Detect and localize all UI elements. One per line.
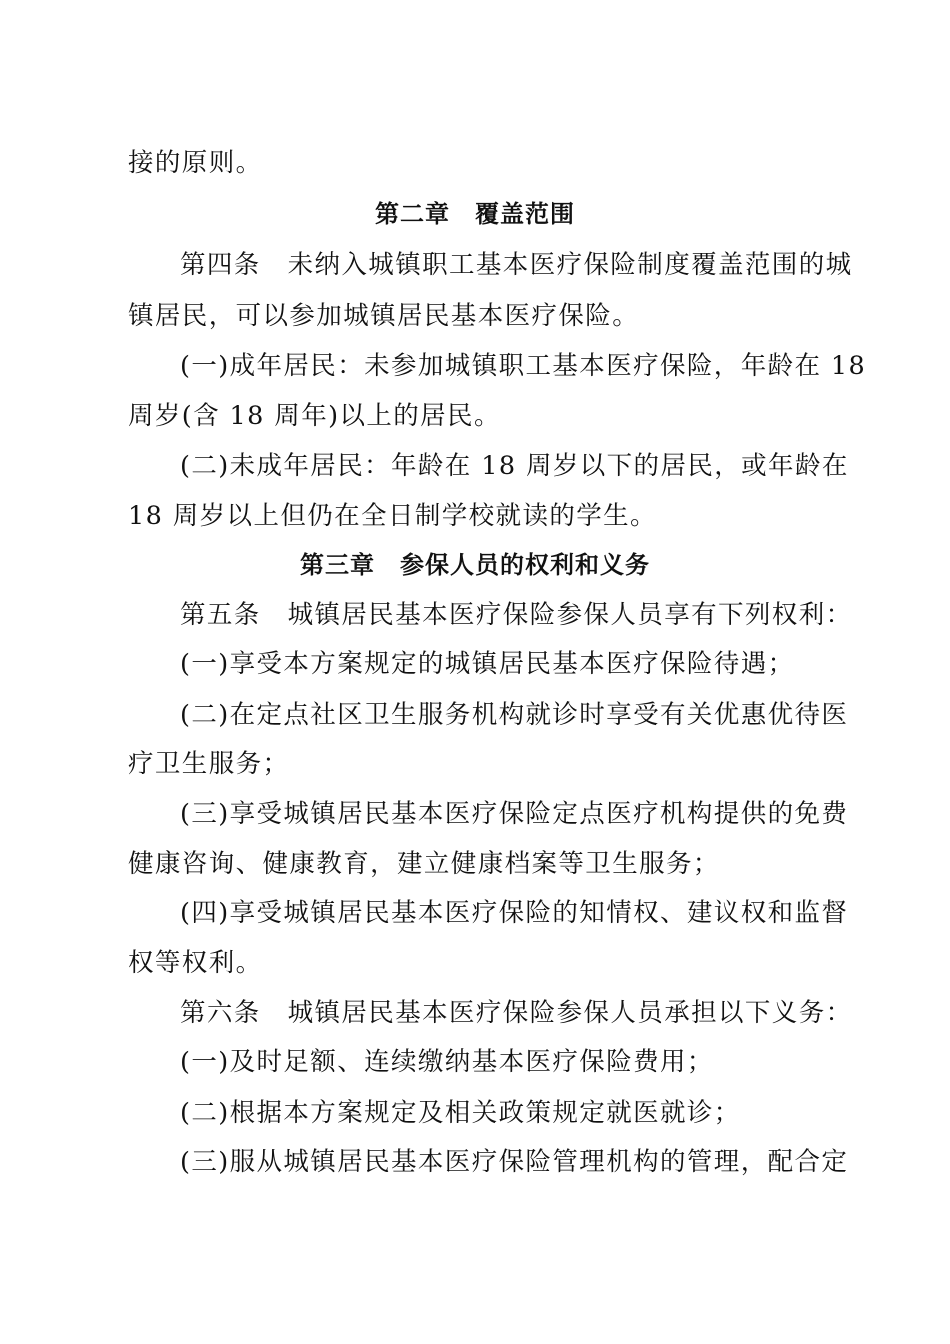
rights-item-4: 权等权利。 [128,948,263,978]
clause-minor-residents: (二)未成年居民：年龄在 18 周岁以下的居民，或年龄在 [180,451,849,481]
rights-item-4: (四)享受城镇居民基本医疗保险的知情权、建议权和监督 [180,898,849,928]
article-4-line: 镇居民，可以参加城镇居民基本医疗保险。 [128,301,640,331]
clause-adult-residents: (一)成年居民：未参加城镇职工基本医疗保险，年龄在 18 [180,351,867,381]
article-5-line: 第五条 城镇居民基本医疗保险参保人员享有下列权利： [180,600,853,630]
clause-adult-residents: 周岁(含 18 周年)以上的居民。 [128,401,501,431]
chapter-3-heading: 第三章 参保人员的权利和义务 [300,551,650,579]
rights-item-1: (一)享受本方案规定的城镇居民基本医疗保险待遇； [180,649,795,679]
rights-item-2: 疗卫生服务； [128,749,290,779]
chapter-2-heading: 第二章 覆盖范围 [375,200,575,228]
article-6-line: 第六条 城镇居民基本医疗保险参保人员承担以下义务： [180,998,853,1028]
duties-item-3: (三)服从城镇居民基本医疗保险管理机构的管理，配合定 [180,1147,849,1177]
clause-minor-residents: 18 周岁以上但仍在全日制学校就读的学生。 [128,501,657,531]
duties-item-2: (二)根据本方案规定及相关政策规定就医就诊； [180,1098,741,1128]
duties-item-1: (一)及时足额、连续缴纳基本医疗保险费用； [180,1047,714,1077]
rights-item-3: (三)享受城镇居民基本医疗保险定点医疗机构提供的免费 [180,799,849,829]
paragraph-continuation: 接的原则。 [128,148,263,178]
rights-item-3: 健康咨询、健康教育，建立健康档案等卫生服务； [128,849,720,879]
article-4-line: 第四条 未纳入城镇职工基本医疗保险制度覆盖范围的城 [180,250,853,280]
rights-item-2: (二)在定点社区卫生服务机构就诊时享受有关优惠优待医 [180,700,849,730]
